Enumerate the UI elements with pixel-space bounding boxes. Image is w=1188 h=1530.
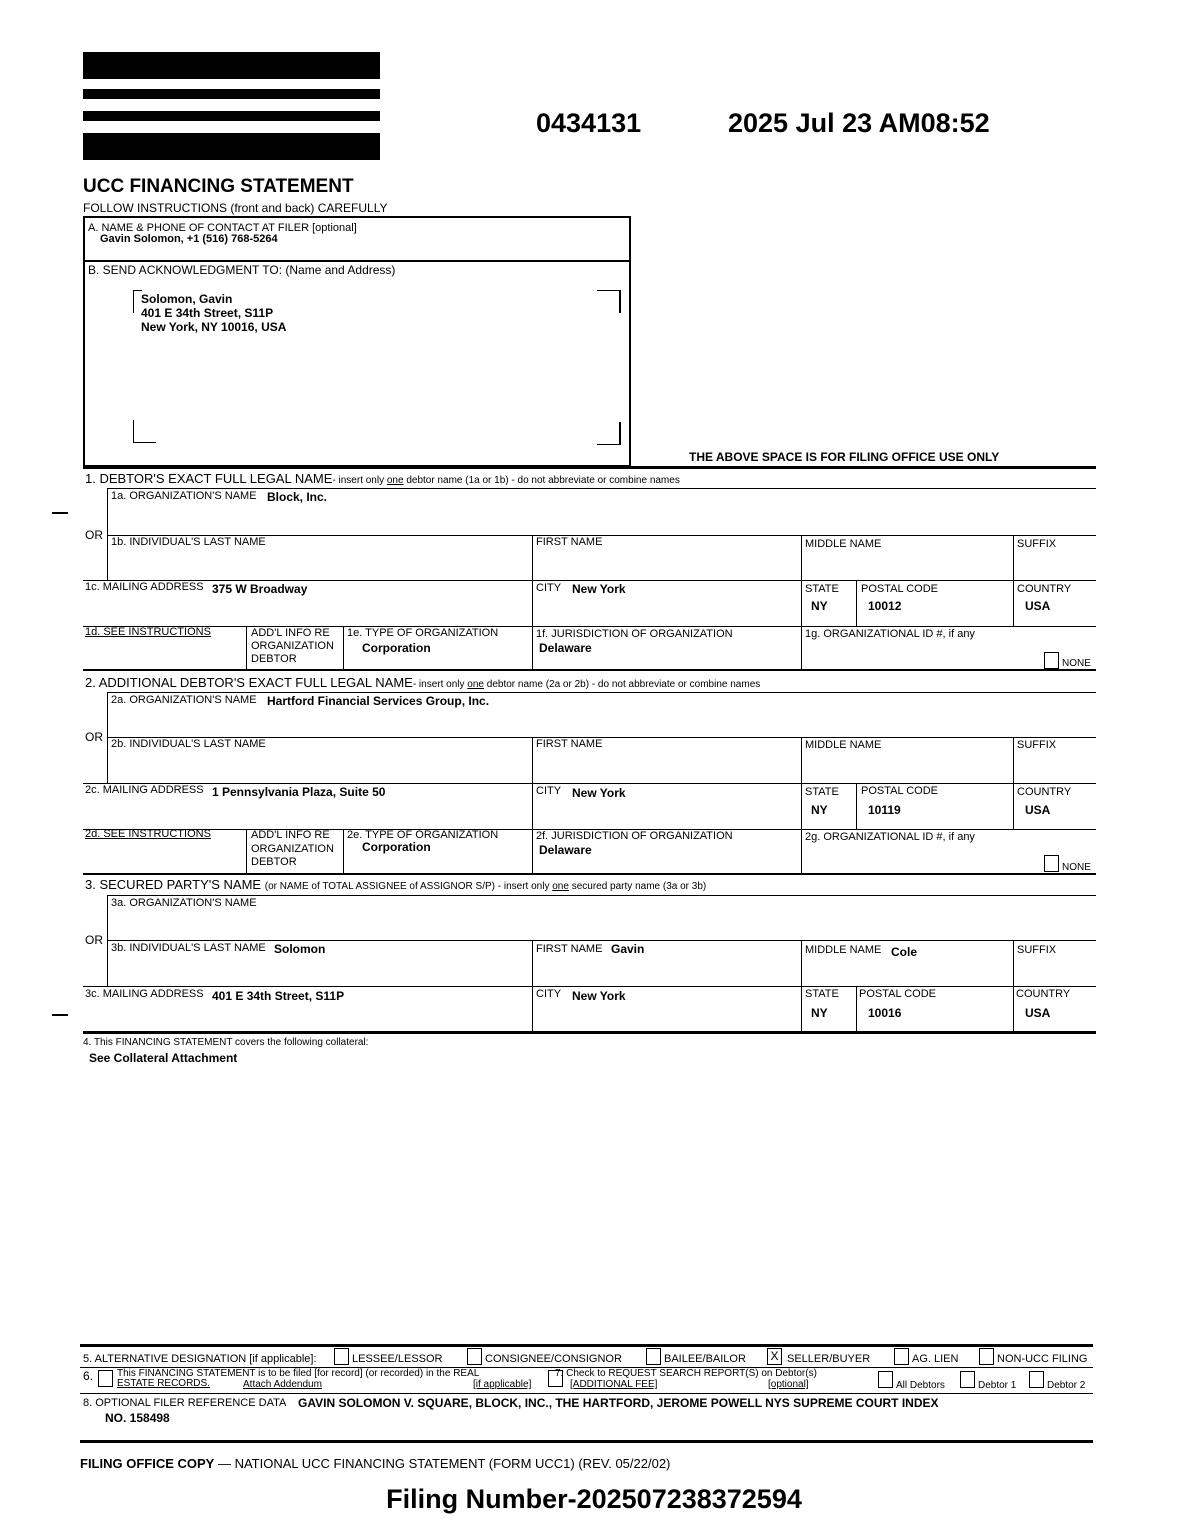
real-estate-checkbox[interactable]: [98, 1370, 113, 1387]
s1-rule-c: [83, 580, 1096, 581]
section1-note-pre: - insert only: [332, 475, 387, 486]
s3-rule-c: [83, 986, 1096, 987]
consignee-consignor-checkbox[interactable]: [467, 1348, 482, 1365]
ack-line-3: New York, NY 10016, USA: [141, 320, 287, 334]
ack-line-2: 401 E 34th Street, S11P: [141, 306, 274, 320]
s2-v2c-state: [801, 783, 802, 829]
s2-v2c-city: [532, 783, 533, 829]
seller-buyer-checkbox[interactable]: X: [767, 1348, 782, 1365]
s3-city-value: New York: [572, 989, 626, 1003]
s1-suffix-label: SUFFIX: [1017, 538, 1057, 550]
s1-none-checkbox[interactable]: [1044, 652, 1059, 669]
s3-rule-b: [107, 940, 1096, 941]
s2-none-label: NONE: [1062, 862, 1091, 873]
s2-v2d-type: [343, 829, 344, 873]
s2-rule-a: [107, 692, 1096, 693]
s1-v1c-country: [1013, 580, 1014, 626]
follow-instructions: FOLLOW INSTRUCTIONS (front and back) CAREFULLY: [83, 201, 388, 215]
reference-label: 8. OPTIONAL FILER REFERENCE DATA: [83, 1397, 287, 1409]
section2-title: [85, 675, 760, 690]
s2-bottom-rule: [83, 873, 1096, 875]
s1-rule-d: [83, 626, 1096, 627]
s1-type-label: 1e. TYPE OF ORGANIZATION: [347, 627, 499, 639]
s1-v1d-juris: [532, 626, 533, 670]
s1-or: OR: [85, 528, 103, 542]
non-ucc-filing-label: NON-UCC FILING: [997, 1353, 1088, 1365]
s2-addl-2: ORGANIZATION: [251, 843, 334, 855]
ag-lien-label: AG. LIEN: [912, 1353, 959, 1365]
s6-line-2a: ESTATE RECORDS.: [117, 1378, 210, 1389]
s3-v3c-country: [1013, 986, 1014, 1032]
s2-state-value: NY: [811, 803, 828, 817]
s8-top-rule: [80, 1393, 1093, 1394]
lessee-lessor-checkbox[interactable]: [334, 1348, 349, 1365]
s3-country-label: COUNTRY: [1016, 988, 1071, 1000]
s6-line-2b: Attach Addendum: [243, 1379, 322, 1390]
file-number: 0434131: [536, 108, 642, 138]
s2-or: OR: [85, 730, 103, 744]
s3-last-label: 3b. INDIVIDUAL'S LAST NAME: [111, 942, 266, 954]
ack-corner-bl: [133, 420, 156, 443]
s2-type-value: Corporation: [362, 840, 431, 854]
alt-designation-label: 5. ALTERNATIVE DESIGNATION [if applicable]:: [83, 1353, 317, 1365]
s3-middle-label: MIDDLE NAME: [805, 944, 882, 956]
s1-juris-label: 1f. JURISDICTION OF ORGANIZATION: [536, 628, 733, 640]
s3-v3b-suffix: [1013, 940, 1014, 986]
s3-mail-label: 3c. MAILING ADDRESS: [85, 988, 204, 1000]
section2-note-post: debtor name (2a or 2b) - do not abbreviate or combine names: [483, 679, 761, 690]
s1-middle-label: MIDDLE NAME: [805, 538, 882, 550]
s1-state-value: NY: [811, 599, 828, 613]
s3-mail-value: 401 E 34th Street, S11P: [212, 989, 345, 1003]
s6-line-2c: [if applicable]: [473, 1379, 532, 1390]
non-ucc-filing-checkbox[interactable]: [979, 1348, 994, 1365]
redaction-bar-2: [83, 89, 380, 99]
s1-mail-value: 375 W Broadway: [212, 582, 308, 596]
s1-first-label: FIRST NAME: [536, 536, 603, 548]
section1-top-rule: [83, 466, 1096, 469]
s1-type-value: Corporation: [362, 641, 431, 655]
section2-note-pre: - insert only: [412, 679, 468, 690]
contact-value: Gavin Solomon, +1 (516) 768-5264: [100, 233, 278, 245]
s2-country-value: USA: [1025, 803, 1051, 817]
s3-rule-a: [107, 895, 1096, 896]
s1-city-label: CITY: [536, 582, 562, 594]
section2-title-text: 2. ADDITIONAL DEBTOR'S EXACT FULL LEGAL NAME: [85, 675, 413, 690]
margin-tick-1: [52, 512, 68, 514]
s1-v1c-postal: [856, 580, 857, 626]
s2-postal-value: 10119: [868, 803, 901, 817]
section1-title-text: 1. DEBTOR'S EXACT FULL LEGAL NAME: [85, 471, 333, 486]
s2-juris-label: 2f. JURISDICTION OF ORGANIZATION: [536, 830, 733, 842]
debtor-1-label: Debtor 1: [978, 1380, 1017, 1391]
s2-org-label: 2a. ORGANIZATION'S NAME: [111, 694, 257, 706]
s1-mail-label: 1c. MAILING ADDRESS: [85, 581, 204, 593]
s2-v2b-first: [532, 737, 533, 783]
s2-v2b-middle: [801, 737, 802, 783]
s2-state-label: STATE: [805, 786, 839, 798]
debtor-1-checkbox[interactable]: [960, 1371, 975, 1388]
s1-rule-a: [107, 488, 1096, 489]
s1-state-label: STATE: [805, 583, 839, 595]
section3-title-text: 3. SECURED PARTY'S NAME: [85, 877, 262, 892]
s1-left-a: [107, 488, 108, 580]
ack-corner-br: [597, 422, 621, 445]
s2-v2b-suffix: [1013, 737, 1014, 783]
footer-copy-bold: FILING OFFICE COPY: [80, 1456, 215, 1471]
debtor-2-label: Debtor 2: [1047, 1380, 1086, 1391]
s2-mail-value: 1 Pennsylvania Plaza, Suite 50: [212, 785, 386, 799]
s3-suffix-label: SUFFIX: [1017, 944, 1057, 956]
s3-bottom-rule: [83, 1031, 1096, 1034]
s3-last-value: Solomon: [274, 942, 326, 956]
s5-top-rule: [80, 1344, 1093, 1347]
s2-none-checkbox[interactable]: [1044, 855, 1059, 872]
s1-v1b-suffix: [1013, 535, 1014, 580]
section3-note-post: secured party name (3a or 3b): [568, 881, 707, 892]
s2-suffix-label: SUFFIX: [1017, 739, 1057, 751]
consignee-consignor-label: CONSIGNEE/CONSIGNOR: [485, 1353, 622, 1365]
s1-v1d-addl: [246, 626, 247, 670]
s1-v1c-state: [801, 580, 802, 626]
s8-bottom-rule: [80, 1440, 1093, 1443]
s1-last-label: 1b. INDIVIDUAL'S LAST NAME: [111, 536, 266, 548]
ack-label: B. SEND ACKNOWLEDGMENT TO: (Name and Address): [88, 263, 396, 277]
s2-country-label: COUNTRY: [1017, 786, 1072, 798]
footer-copy: [80, 1456, 670, 1471]
filer-box-divider: [83, 260, 629, 262]
section1-note-one: one: [386, 475, 404, 486]
section1-note-post: debtor name (1a or 1b) - do not abbreviate or combine names: [403, 475, 680, 486]
section3-note-pre: (or NAME of TOTAL ASSIGNEE of ASSIGNOR S/P) - insert only: [264, 881, 553, 892]
s2-type-label: 2e. TYPE OF ORGANIZATION: [347, 829, 499, 841]
s1-v1d-type: [343, 626, 344, 670]
s7-line-2a: [ADDITIONAL FEE]: [570, 1379, 658, 1390]
s2-v2d-juris: [532, 829, 533, 873]
s3-city-label: CITY: [536, 988, 562, 1000]
s1-orgid-label: 1g. ORGANIZATIONAL ID #, if any: [805, 628, 975, 640]
s3-country-value: USA: [1025, 1006, 1051, 1020]
s2-v2c-country: [1013, 783, 1014, 829]
s3-or: OR: [85, 933, 103, 947]
s2-mail-label: 2c. MAILING ADDRESS: [85, 784, 204, 796]
s2-city-value: New York: [572, 786, 626, 800]
s1-addl-1: ADD'L INFO RE: [251, 627, 330, 639]
s2-juris-value: Delaware: [539, 843, 592, 857]
collateral-label: 4. This FINANCING STATEMENT covers the following collateral:: [83, 1037, 369, 1048]
s1-addl-3: DEBTOR: [251, 653, 297, 665]
s3-v3c-city: [532, 986, 533, 1032]
s2-v2c-postal: [856, 783, 857, 829]
s3-middle-value: Cole: [891, 945, 918, 959]
footer-copy-rest: — NATIONAL UCC FINANCING STATEMENT (FORM UCC1) (REV. 05/22/02): [214, 1456, 671, 1471]
s3-org-label: 3a. ORGANIZATION'S NAME: [111, 897, 257, 909]
filing-timestamp: 2025 Jul 23 AM08:52: [728, 108, 990, 138]
s2-org-value: Hartford Financial Services Group, Inc.: [267, 694, 490, 708]
s2-last-label: 2b. INDIVIDUAL'S LAST NAME: [111, 738, 266, 750]
s1-v1b-middle: [801, 535, 802, 580]
section3-title: [85, 877, 706, 892]
s1-addl-2: ORGANIZATION: [251, 640, 334, 652]
section3-note-one: one: [552, 881, 569, 892]
s1-v1d-orgid: [801, 626, 802, 670]
s2-addl-1: ADD'L INFO RE: [251, 829, 330, 841]
s3-first-label: FIRST NAME: [536, 943, 603, 955]
s3-postal-label: POSTAL CODE: [859, 988, 937, 1000]
redaction-bar-1: [83, 52, 380, 79]
filing-number: Filing Number-202507238372594: [386, 1484, 802, 1514]
ack-line-1: Solomon, Gavin: [141, 292, 233, 306]
s1-juris-value: Delaware: [539, 641, 592, 655]
s2-postal-label: POSTAL CODE: [861, 785, 939, 797]
s2-middle-label: MIDDLE NAME: [805, 739, 882, 751]
redaction-bar-4: [83, 133, 380, 160]
all-debtors-label: All Debtors: [896, 1380, 945, 1391]
ack-corner-tr: [597, 290, 621, 313]
s1-country-value: USA: [1025, 599, 1051, 613]
s1-country-label: COUNTRY: [1017, 583, 1072, 595]
s3-v3c-postal: [856, 986, 857, 1032]
s1-org-label: 1a. ORGANIZATION'S NAME: [111, 490, 257, 502]
s1-org-value: Block, Inc.: [267, 490, 328, 504]
s2-addl-3: DEBTOR: [251, 856, 297, 868]
bailee-bailor-label: BAILEE/BAILOR: [664, 1353, 746, 1365]
s2-first-label: FIRST NAME: [536, 738, 603, 750]
s2-v2d-addl: [246, 829, 247, 873]
s2-see-instructions[interactable]: 2d. SEE INSTRUCTIONS: [85, 828, 211, 840]
margin-tick-2: [52, 1014, 68, 1016]
section2-note-one: one: [467, 679, 484, 690]
reference-value-line-2: NO. 158498: [105, 1411, 170, 1425]
filing-office-note: THE ABOVE SPACE IS FOR FILING OFFICE USE ONLY: [689, 450, 1000, 464]
seller-buyer-label: SELLER/BUYER: [787, 1353, 871, 1365]
redaction-bar-3: [83, 111, 380, 121]
s3-first-value: Gavin: [611, 942, 645, 956]
s3-state-label: STATE: [805, 988, 839, 1000]
s1-postal-label: POSTAL CODE: [861, 583, 939, 595]
s3-v3b-middle: [801, 940, 802, 986]
ag-lien-checkbox[interactable]: [894, 1348, 909, 1365]
s2-orgid-label: 2g. ORGANIZATIONAL ID #, if any: [805, 831, 975, 843]
s6-num: 6.: [83, 1369, 94, 1383]
lessee-lessor-label: LESSEE/LESSOR: [352, 1353, 443, 1365]
s1-v1b-first: [532, 535, 533, 580]
s3-v3c-state: [801, 986, 802, 1032]
section1-title: [85, 471, 680, 486]
filer-box: [83, 216, 631, 467]
s2-v2d-orgid: [801, 829, 802, 873]
form-title: UCC FINANCING STATEMENT: [83, 176, 354, 197]
s3-postal-value: 10016: [868, 1006, 902, 1020]
contact-label: A. NAME & PHONE OF CONTACT AT FILER [optional]: [88, 222, 357, 234]
s1-bottom-rule: [83, 669, 1096, 671]
s1-see-instructions[interactable]: 1d. SEE INSTRUCTIONS: [85, 626, 211, 638]
s7-line-1: 7. Check to REQUEST SEARCH REPORT(S) on Debtor(s): [555, 1368, 817, 1379]
s7-line-2b: [optional]: [768, 1379, 809, 1390]
s1-v1c-city: [532, 580, 533, 626]
collateral-value: See Collateral Attachment: [89, 1051, 238, 1065]
s1-city-value: New York: [572, 582, 626, 596]
s2-rule-c: [83, 783, 1096, 784]
s3-v3b-first: [532, 940, 533, 986]
reference-value-line-1: GAVIN SOLOMON V. SQUARE, BLOCK, INC., THE HARTFORD, JEROME POWELL NYS SUPREME COURT INDEX: [298, 1396, 939, 1410]
s1-none-label: NONE: [1062, 658, 1091, 669]
s6-line-1: This FINANCING STATEMENT is to be filed [for record] (or recorded) in the REAL: [117, 1368, 480, 1379]
debtor-2-checkbox[interactable]: [1029, 1371, 1044, 1388]
s3-state-value: NY: [811, 1006, 828, 1020]
all-debtors-checkbox[interactable]: [878, 1371, 893, 1388]
s2-city-label: CITY: [536, 785, 562, 797]
s1-postal-value: 10012: [868, 599, 902, 613]
bailee-bailor-checkbox[interactable]: [646, 1348, 661, 1365]
